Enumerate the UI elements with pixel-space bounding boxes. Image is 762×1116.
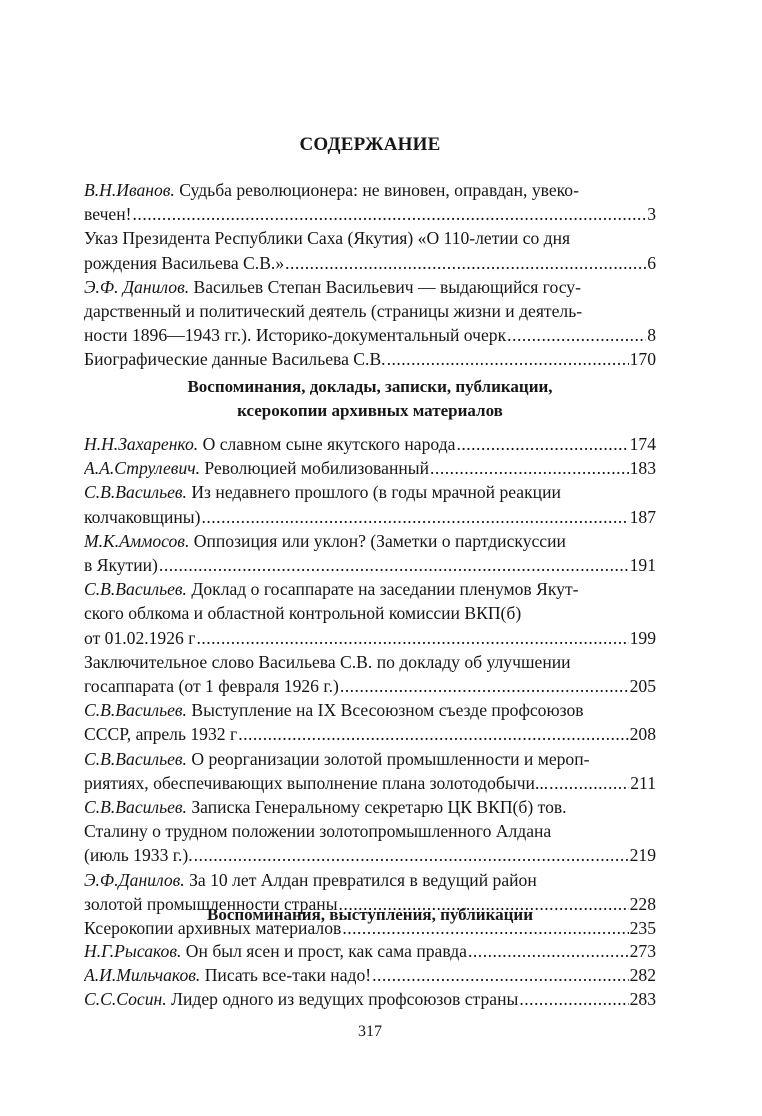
toc-entry (84, 939, 656, 963)
toc-entry (84, 432, 656, 456)
entry-title: от 01.02.1926 г (84, 627, 196, 648)
entry-author: С.С.Сосин. (84, 989, 167, 1010)
toc-entry (84, 226, 656, 274)
entry-title: Записка Генеральному секретарю ЦК ВКП(б) тов. (186, 797, 567, 818)
entry-author: С.В.Васильев. (84, 700, 187, 721)
leader-dots (194, 843, 629, 867)
entry-author: Н.Г.Рысаков. (84, 941, 182, 961)
entry-title: Выступление на IX Всесоюзном съезде профсоюзов (186, 700, 584, 721)
entry-title: СССР, апрель 1932 г (84, 724, 238, 745)
entry-title: Из недавнего прошлого (в годы мрачной реакции (186, 482, 561, 503)
page-ref: 228 (629, 893, 656, 914)
entry-title: колчаковщины) (84, 506, 201, 527)
leader-dots (372, 963, 629, 987)
entry-title: Доклад о госаппарате на заседании пленумов Якут- (186, 579, 579, 600)
page-ref: 211 (630, 772, 656, 793)
page-ref: 8 (647, 325, 656, 346)
entry-title: Революцией мобилизованный (200, 458, 430, 479)
leader-dots (456, 432, 628, 456)
entry-author: Э.Ф. Данилов. (84, 276, 190, 297)
toc-entry (84, 178, 656, 226)
toc-entry (84, 698, 656, 746)
toc-entry (84, 987, 656, 1011)
entry-title: (июль 1933 г.). (84, 845, 193, 866)
entry-author: С.В.Васильев. (84, 579, 187, 600)
page-ref: 283 (629, 989, 656, 1010)
page-ref: 174 (629, 434, 656, 454)
toc-entry (84, 529, 656, 577)
toc-entry (84, 963, 656, 987)
section-heading: Воспоминания, доклады, записки, публикации, ксерокопии архивных материалов (187, 377, 553, 420)
page-ref: 199 (629, 627, 656, 648)
leader-dots (549, 771, 629, 795)
leader-dots (507, 323, 646, 347)
entry-title: рождения Васильева С.В.» (84, 252, 285, 273)
toc-entry (84, 275, 656, 348)
toc-entry (84, 795, 656, 868)
page-title: СОДЕРЖАНИЕ (299, 134, 441, 155)
entry-title: золотой промышленности страны (84, 893, 338, 914)
page-ref: 3 (647, 204, 656, 225)
entry-title: вечен! (84, 204, 132, 225)
page-ref: 282 (629, 965, 656, 986)
page-ref: 6 (647, 252, 656, 273)
entry-title: госаппарата (от 1 февраля 1926 г.) (84, 676, 339, 697)
toc-section-1 (84, 432, 656, 940)
toc-entry (84, 577, 656, 650)
entry-author: А.И.Мильчаков. (84, 965, 201, 986)
toc-entry (84, 650, 656, 698)
entry-title: в Якутии) (84, 555, 158, 576)
page-ref: 219 (629, 845, 656, 866)
toc-entry (84, 480, 656, 528)
page-ref: 273 (629, 941, 656, 961)
leader-dots (387, 347, 629, 371)
entry-author: С.В.Васильев. (84, 797, 187, 818)
leader-dots (285, 251, 646, 275)
page-ref: 191 (629, 555, 656, 576)
entry-title: Он был ясен и прост, как сама правда (181, 941, 467, 961)
entry-author: В.Н.Иванов. (84, 180, 175, 200)
entry-title: За 10 лет Алдан превратился в ведущий район (184, 869, 537, 890)
entry-title: Васильев Степан Васильевич — выдающийся госу- (189, 276, 581, 297)
entry-title: О реорганизации золотой промышленности и мероп- (186, 748, 590, 769)
page-number: 317 (358, 1023, 382, 1040)
page-ref: 235 (629, 918, 656, 939)
toc-entry (84, 456, 656, 480)
entry-title: Биографические данные Васильева С.В. (84, 349, 386, 370)
entry-title: Оппозиция или уклон? (Заметки о партдискуссии (189, 530, 566, 551)
toc-section-2 (84, 939, 656, 1012)
leader-dots (196, 626, 628, 650)
entry-author: Э.Ф.Данилов. (84, 869, 185, 890)
leader-dots (159, 553, 629, 577)
leader-dots (468, 939, 629, 963)
entry-title: риятиях, обеспечивающих выполнение плана золотодобычи... (84, 772, 549, 793)
entry-author: С.В.Васильев. (84, 482, 187, 503)
leader-dots (519, 987, 628, 1011)
leader-dots (133, 202, 647, 226)
entry-title: О славном сыне якутского народа (198, 434, 456, 454)
page-ref: 208 (629, 724, 656, 745)
toc-entry (84, 747, 656, 795)
leader-dots (201, 505, 628, 529)
entry-title: Указ Президента Республики Саха (Якутия) «О 110-летии со дня (84, 228, 571, 249)
entry-title: ности 1896—1943 гг.). Историко-документальный очерк (84, 325, 507, 346)
entry-title: Лидер одного из ведущих профсоюзов страны (166, 989, 519, 1010)
entry-title: Ксерокопии архивных материалов (84, 918, 342, 939)
entry-title: дарственный и политический деятель (страницы жизни и деятель- (84, 301, 583, 322)
entry-author: Н.Н.Захаренко. (84, 434, 199, 454)
entry-author: М.К.Аммосов. (84, 530, 190, 551)
entry-author: С.В.Васильев. (84, 748, 187, 769)
leader-dots (430, 456, 629, 480)
page-ref: 187 (629, 506, 656, 527)
entry-title: ского облкома и областной контрольной комиссии ВКП(б) (84, 603, 522, 624)
toc-intro (84, 178, 656, 372)
leader-dots (238, 722, 628, 746)
leader-dots (340, 674, 629, 698)
entry-title: Заключительное слово Васильева С.В. по докладу об улучшении (84, 651, 571, 672)
section-heading: Воспоминания, выступления, публикации (206, 905, 533, 924)
entry-title: Сталину о трудном положении золотопромышленного Алдана (84, 821, 552, 842)
entry-title: Судьба революционера: не виновен, оправдан, увеко- (174, 180, 579, 200)
entry-title: Писать все-таки надо! (200, 965, 372, 986)
toc-entry (84, 347, 656, 371)
page-ref: 170 (629, 349, 656, 370)
page-ref: 205 (629, 676, 656, 697)
entry-author: А.А.Струлевич. (84, 458, 201, 479)
page-ref: 183 (629, 458, 656, 479)
